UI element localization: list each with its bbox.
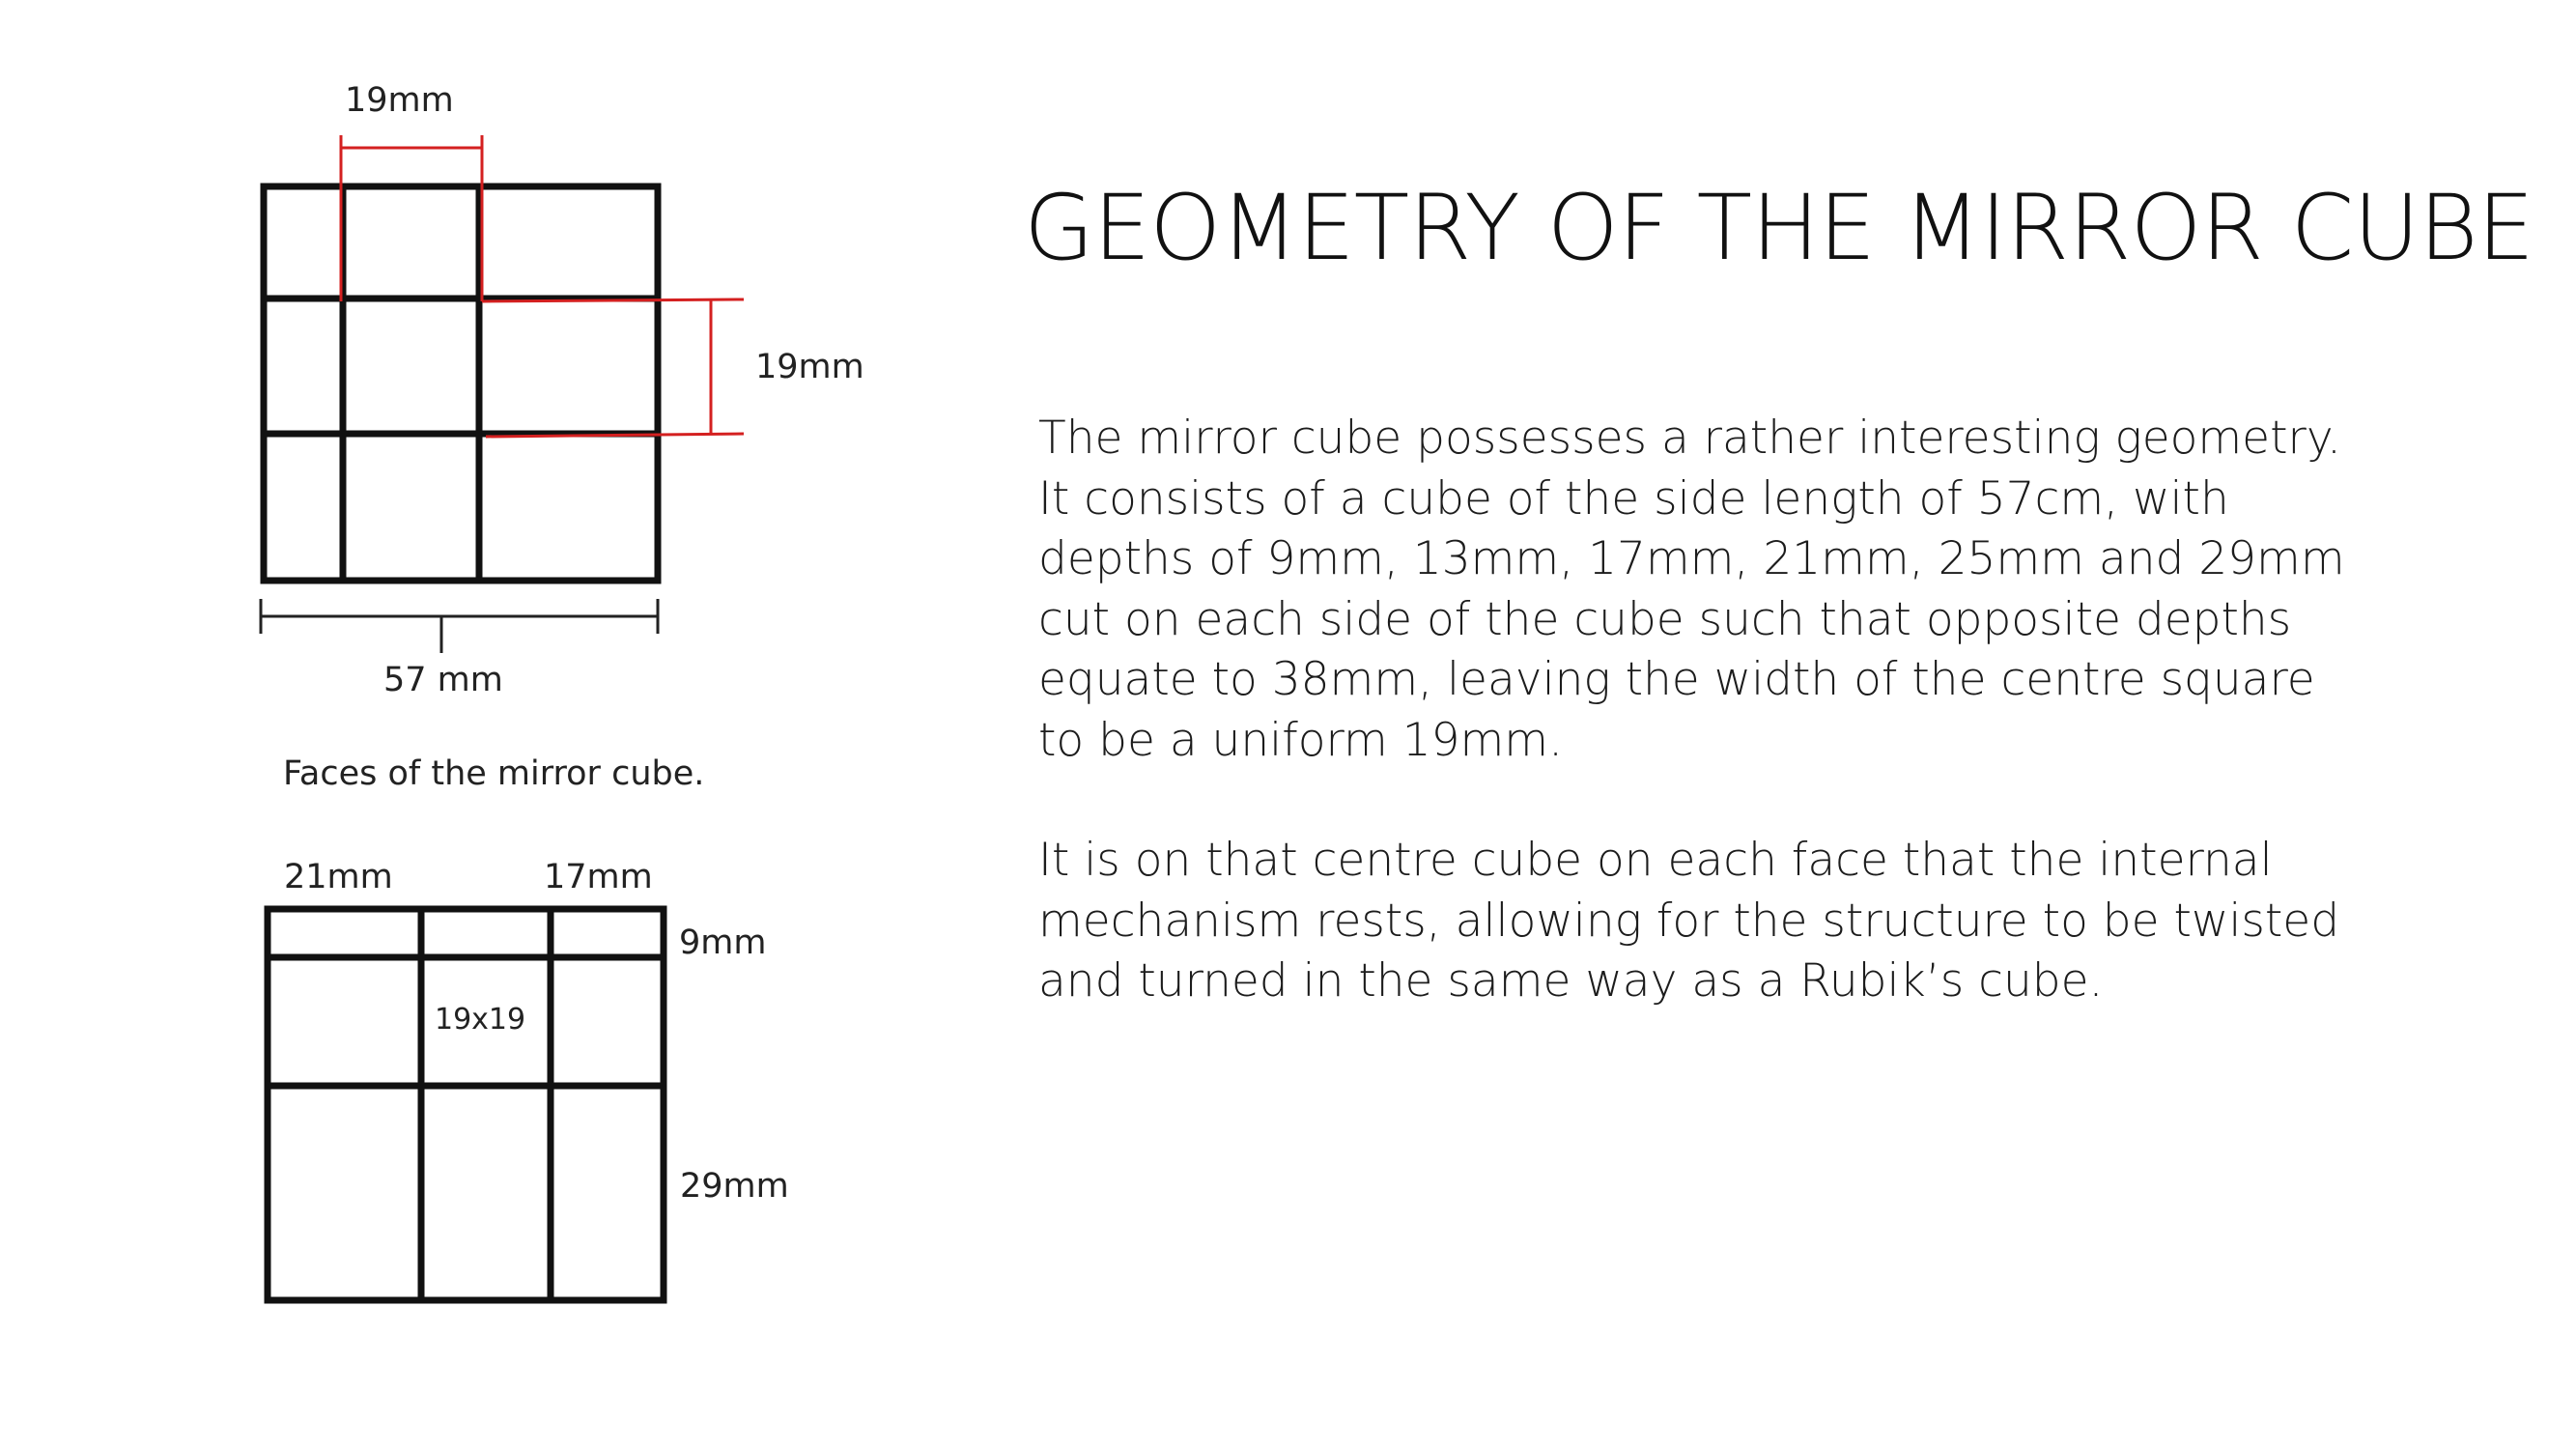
- paragraph-mechanism: It is on that centre cube on each face that the internal mechanism rests, allowing for the structure to be twisted and turned in the same way as a Rubik’s cube.: [1038, 834, 2340, 1008]
- center-square-label: 19x19: [435, 1003, 526, 1037]
- bottom-row-label: 29mm: [680, 1167, 789, 1206]
- right-height-label: 19mm: [755, 348, 864, 386]
- top-width-label: 19mm: [345, 81, 454, 120]
- bottom-face-outline: [268, 909, 664, 1300]
- page-title: GEOMETRY OF THE MIRROR CUBE: [1024, 176, 2534, 281]
- top-face-grid: [264, 186, 658, 581]
- body-paragraph-2: [1038, 831, 2371, 1012]
- red-dim-right-ext-1: [482, 299, 744, 301]
- right-column-label: 17mm: [544, 858, 653, 896]
- top-row-label: 9mm: [679, 923, 767, 962]
- top-face-outline: [264, 186, 658, 581]
- left-column-label: 21mm: [284, 858, 393, 896]
- diagram-caption: Faces of the mirror cube.: [283, 754, 705, 793]
- total-width-label: 57 mm: [383, 661, 503, 699]
- bottom-face-grid: [268, 909, 664, 1300]
- total-width-dimension: [261, 599, 658, 653]
- body-paragraph-1: [1038, 409, 2371, 771]
- top-face-red-dimensions: [341, 135, 744, 437]
- paragraph-geometry: The mirror cube possesses a rather interesting geometry. It consists of a cube of the side length of 57cm, with depths of 9mm, 13mm, 17mm, 21mm, 25mm and 29mm cut on each side of the cube such that opposite depths equate to 38mm, leaving the width of the centre square to be a uniform 19mm.: [1038, 412, 2345, 767]
